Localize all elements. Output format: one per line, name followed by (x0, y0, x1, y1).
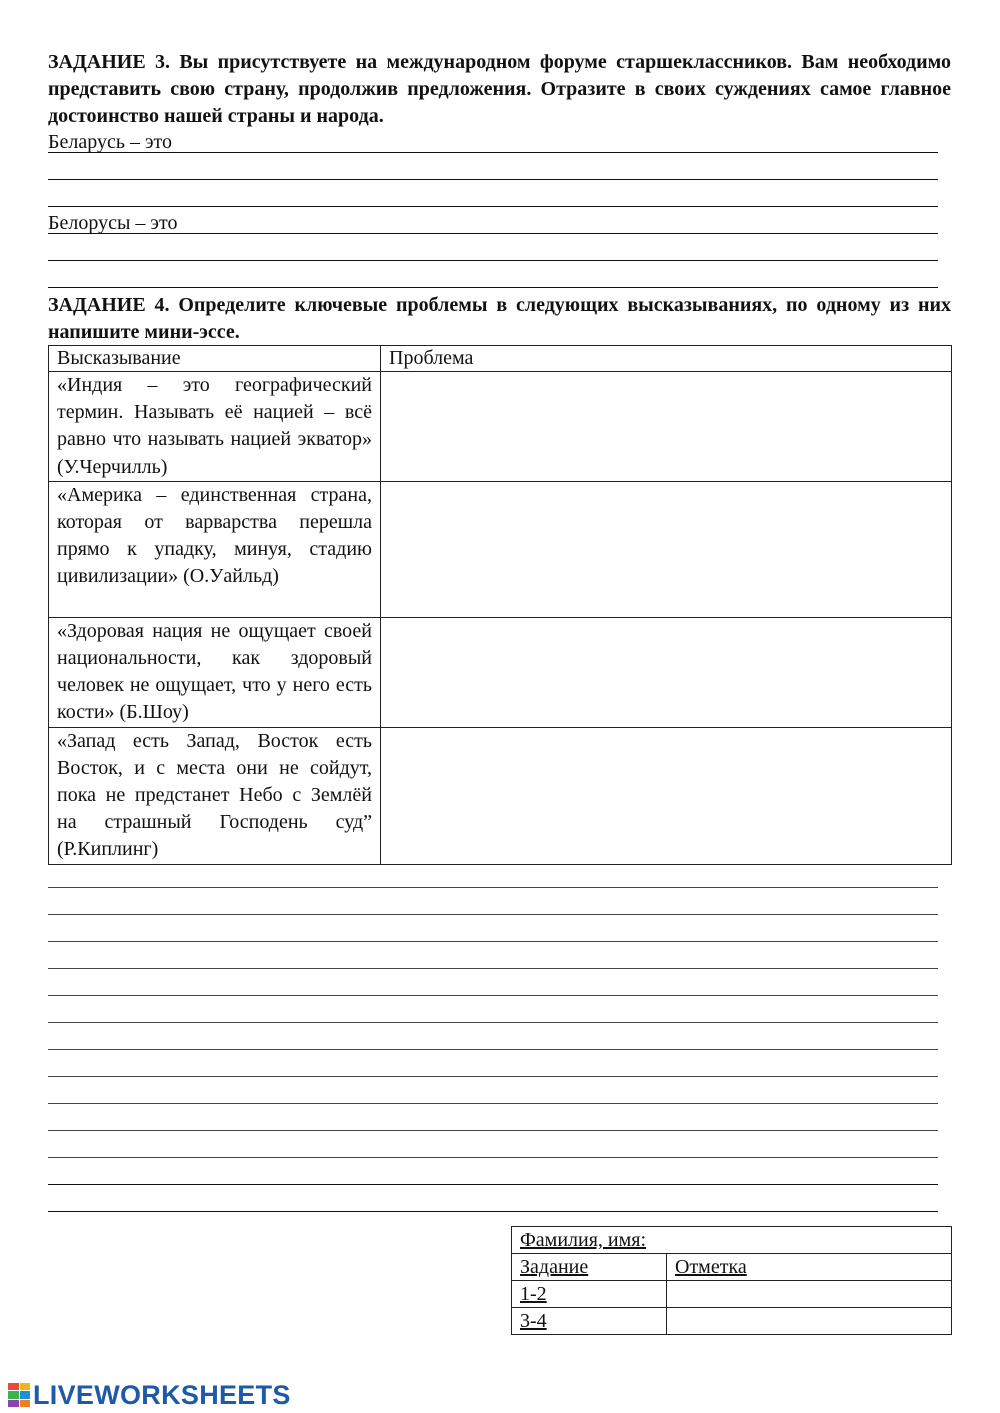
header-problem: Проблема (381, 346, 952, 372)
liveworksheets-logo[interactable] (8, 1381, 291, 1409)
prompt-belarusians: Белорусы – это (48, 212, 178, 234)
score-row (512, 1281, 952, 1308)
table-row (49, 617, 952, 727)
score-table (511, 1226, 952, 1335)
answer-input-belarus-1[interactable] (200, 128, 938, 152)
grade-label: Отметка (667, 1254, 952, 1281)
score-row-label: 3-4 (512, 1308, 667, 1335)
quote-shaw: «Здоровая нация не ощущает своей национальности, как здоровый человек не ощущает, что у него есть кости» (Б.Шоу) (49, 617, 381, 727)
task-label: Задание (512, 1254, 667, 1281)
logo-text: LIVEWORKSHEETS (33, 1379, 291, 1410)
grade-cell-1[interactable] (667, 1281, 952, 1308)
score-row (512, 1308, 952, 1335)
problem-input-4[interactable] (381, 728, 951, 774)
essay-line[interactable] (48, 995, 938, 996)
problem-input-1[interactable] (381, 372, 951, 418)
quote-kipling: «Запад есть Запад, Восток есть Восток, и с места они не сойдут, пока не предстанет Небо с Землёй на страшный Господень суд” (Р.Киплинг) (49, 727, 381, 864)
name-label[interactable]: Фамилия, имя: (512, 1227, 952, 1254)
problem-cell-4[interactable] (381, 727, 952, 864)
score-header-row (512, 1254, 952, 1281)
essay-line[interactable] (48, 968, 938, 969)
answer-line-belarus-3[interactable] (48, 206, 938, 207)
essay-line[interactable] (48, 914, 938, 915)
table-row (49, 727, 952, 864)
header-quote: Высказывание (49, 346, 381, 372)
essay-line[interactable] (48, 1130, 938, 1131)
score-row-label: 1-2 (512, 1281, 667, 1308)
essay-line[interactable] (48, 941, 938, 942)
grade-cell-2[interactable] (667, 1308, 952, 1335)
table-header-row (49, 346, 952, 372)
problem-input-3[interactable] (381, 618, 951, 664)
essay-line[interactable] (48, 887, 938, 888)
quote-wilde: «Америка – единственная страна, которая от варварства перешла прямо к упадку, минуя, стадию цивилизации» (О.Уайльд) (49, 481, 381, 617)
essay-line[interactable] (48, 1049, 938, 1050)
table-row (49, 481, 952, 617)
essay-line[interactable] (48, 1211, 938, 1212)
task3-instructions: ЗАДАНИЕ 3. Вы присутствуете на международном форуме старшеклассников. Вам необходимо представить свою страну, продолжив предложения. Отразите в своих суждениях самое главное достоинство нашей страны и народа. (48, 51, 951, 127)
essay-line[interactable] (48, 1157, 938, 1158)
essay-line[interactable] (48, 1076, 938, 1077)
task4-instructions: ЗАДАНИЕ 4. Определите ключевые проблемы в следующих высказываниях, по одному из них напишите мини-эссе. (48, 294, 951, 343)
answer-line-belarus-1 (48, 152, 938, 153)
essay-line[interactable] (48, 1184, 938, 1185)
answer-line-belarusians-2[interactable] (48, 260, 938, 261)
essay-line[interactable] (48, 1103, 938, 1104)
problem-input-2[interactable] (381, 482, 951, 528)
essay-line[interactable] (48, 1022, 938, 1023)
problem-cell-1[interactable] (381, 372, 952, 482)
answer-line-belarusians-1 (48, 233, 938, 234)
answer-line-belarusians-3[interactable] (48, 287, 938, 288)
answer-line-belarus-2[interactable] (48, 179, 938, 180)
answer-input-belarusians-1[interactable] (205, 209, 938, 233)
problem-cell-3[interactable] (381, 617, 952, 727)
problem-cell-2[interactable] (381, 481, 952, 617)
liveworksheets-blocks-icon (8, 1383, 30, 1407)
quotes-table (48, 345, 952, 865)
score-name-row (512, 1227, 952, 1254)
quote-churchill: «Индия – это географический термин. Называть её нацией – всё равно что называть нацией экватор» (У.Черчилль) (49, 372, 381, 482)
table-row (49, 372, 952, 482)
prompt-belarus: Беларусь – это (48, 131, 173, 153)
